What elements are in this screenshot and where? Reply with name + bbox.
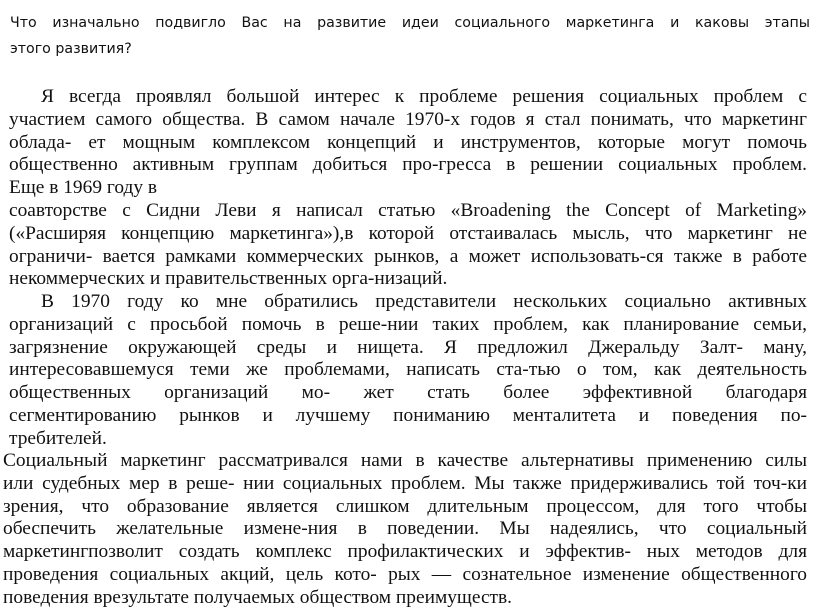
paragraph-line: организаций с просьбой помочь в реше-нии таких проблем, как планирование семьи, <box>9 313 807 335</box>
paragraph-line: сегментированию рынков и лучшему пониманию менталитета и поведения по- <box>9 404 807 426</box>
answer-paragraph-1 <box>9 86 807 291</box>
question-line: этого развития? <box>10 41 132 57</box>
paragraph-line: участием самого общества. В самом начале 1970-х годов я стал понимать, что маркетинг <box>9 108 807 130</box>
paragraph-line: ограничи- вается рамками коммерческих рынков, а может использовать-ся также в работе <box>9 245 807 267</box>
paragraph-line: некоммерческих и правительственных орга-низаций. <box>9 268 448 290</box>
paragraph-line: зрения, что образование является слишком длительным процессом, для того чтобы <box>3 495 807 517</box>
question-line: Что изначально подвигло Вас на развитие идеи социального маркетинга и каковы этапы <box>10 15 810 31</box>
paragraph-line: В 1970 году ко мне обратились представители нескольких социально активных <box>41 291 807 312</box>
paragraph-line: требителей. <box>9 427 107 449</box>
paragraph-line: загрязнение окружающей среды и нищета. Я предложил Джеральду Залт- ману, <box>9 336 807 358</box>
question-heading <box>10 10 810 62</box>
paragraph-line: общественных организаций мо- жет стать более эффективной благодаря <box>9 382 807 404</box>
paragraph-line: поведения врезультате получаемых обществом преимуществ. <box>3 586 513 608</box>
paragraph-line: обеспечить желательные измене-ния в поведении. Мы надеялись, что социальный <box>3 518 807 540</box>
paragraph-line: Социальный маркетинг рассматривался нами в качестве альтернативы применению силы <box>3 450 807 471</box>
paragraph-line: маркетингпозволит создать комплекс профилактических и эффектив- ных методов для <box>3 541 807 563</box>
paragraph-line: Еще в 1969 году в <box>9 177 158 199</box>
paragraph-line: Я всегда проявлял большой интерес к проблеме решения социальных проблем с <box>41 86 807 107</box>
paragraph-line: общественно активным группам добиться про-гресса в решении социальных проблем. <box>9 154 807 176</box>
paragraph-line: проведения социальных акций, цель кото- рых — сознательное изменение общественного <box>3 563 807 585</box>
answer-paragraph-3 <box>3 450 807 610</box>
paragraph-line: («Расширяя концепцию маркетинга»),в которой отстаивалась мысль, что маркетинг не <box>9 222 807 244</box>
paragraph-line: облада- ет мощным комплексом концепций и инструментов, которые могут помочь <box>9 131 807 153</box>
paragraph-line: соавторстве с Сидни Леви я написал статью «Broadening the Concept of Marketing» <box>9 199 807 221</box>
paragraph-line: или судебных мер в реше- нии социальных проблем. Мы также придерживались той точ-ки <box>3 472 807 494</box>
paragraph-line: интересовавшемуся теми же проблемами, написать ста-тью о том, как деятельность <box>9 359 807 381</box>
answer-paragraph-2 <box>9 291 807 451</box>
